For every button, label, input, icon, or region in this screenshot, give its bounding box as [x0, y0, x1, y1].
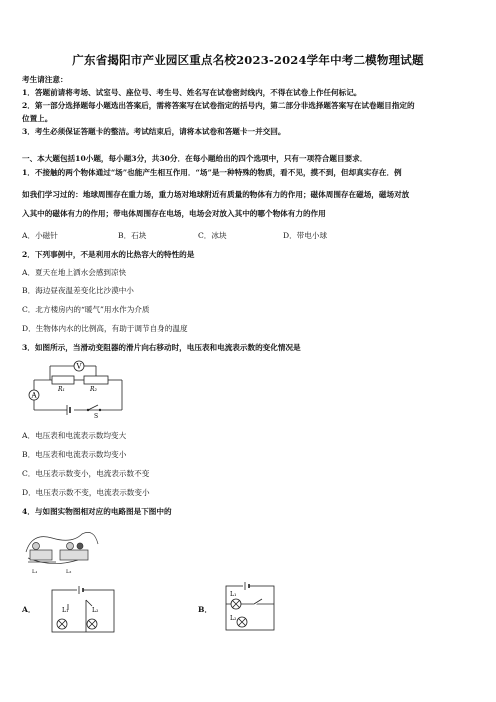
q1-option-b: B．石块	[118, 231, 147, 240]
q4-b-l2-label: L₂	[230, 615, 237, 622]
q3-r2-label: R₂	[90, 386, 97, 393]
notice-item-3: 3．考生必须保证答题卡的整洁。考试结束后，请将本试卷和答题卡一并交回。	[22, 127, 286, 136]
q3-switch-label: S	[94, 413, 99, 420]
q4-photo-l2-label: L₂	[66, 569, 72, 575]
q3-ammeter-label: A	[31, 391, 37, 400]
q1-option-d: D．带电小球	[283, 231, 328, 240]
q3-option-d: D．电压表示数不变，电流表示数变小	[22, 488, 150, 497]
q4-option-a-circuit	[44, 582, 122, 637]
q4-option-b: B．	[198, 605, 213, 614]
section-heading: 一、本大题包括10小题，每小题3分，共30分．在每小题给出的四个选项中，只有一项符合题目要求．	[22, 154, 368, 163]
q3-option-c: C．电压表示数变小，电流表示数不变	[22, 469, 150, 478]
q2-stem: 2．下列事例中，不是利用水的比热容大的特性的是	[22, 250, 195, 259]
q3-r1-label: R₁	[58, 386, 65, 393]
q2-option-c: C．北方楼房内的“暖气”用水作为介质	[22, 305, 150, 314]
q4-physical-circuit-image	[22, 524, 102, 576]
notice-item-2: 2．第一部分选择题每小题选出答案后，需将答案写在试卷指定的括号内，第二部分非选择题答案写在试卷题目指定的	[22, 101, 415, 110]
q4-option-b-circuit	[218, 580, 288, 636]
q4-b-l1-label: L₁	[230, 591, 237, 598]
q1-line-2: 如我们学习过的：地球周围存在重力场，重力场对地球附近有质量的物体有力的作用；磁体周围存在磁场，磁场对放	[22, 190, 410, 199]
q3-circuit-figure	[22, 358, 132, 418]
q3-voltmeter-label: V	[76, 362, 82, 371]
notice-item-2-cont: 位置上。	[22, 114, 53, 123]
q2-option-b: B．海边昼夜温差变化比沙漠中小	[22, 286, 134, 295]
q2-option-d: D．生物体内水的比例高，有助于调节自身的温度	[22, 324, 188, 333]
q1-option-c: C．冰块	[198, 231, 227, 240]
q4-stem: 4．与如图实物图相对应的电路图是下图中的	[22, 507, 172, 516]
q4-photo-l1-label: L₁	[32, 569, 38, 575]
q4-option-a: A．	[22, 605, 36, 614]
q3-option-b: B．电压表和电流表示数均变小	[22, 450, 127, 459]
q4-a-l1-label: L₁	[62, 607, 69, 614]
q3-option-a: A．电压表和电流表示数均变大	[22, 431, 127, 440]
notice-heading: 考生请注意：	[22, 75, 68, 84]
notice-item-1: 1．答题前请将考场、试室号、座位号、考生号、姓名写在试卷密封线内，不得在试卷上作任何标记。	[22, 88, 362, 97]
page-title: 广东省揭阳市产业园区重点名校2023-2024学年中考二模物理试题	[72, 53, 424, 67]
q1-option-a: A．小磁针	[22, 231, 58, 240]
q2-option-a: A．夏天在地上洒水会感到凉快	[22, 268, 127, 277]
q3-stem: 3．如图所示，当滑动变阻器的滑片向右移动时，电压表和电流表示数的变化情况是	[22, 343, 301, 352]
q1-line-3: 入其中的磁体有力的作用；带电体周围存在电场，电场会对放入其中的哪个物体有力的作用	[22, 209, 326, 218]
q4-a-l2-label: L₂	[92, 607, 99, 614]
q1-line-1: 1．不接触的两个物体通过“场”也能产生相互作用．“场”是一种特殊的物质，看不见，摸不到，但却真实存在．例	[22, 168, 402, 177]
